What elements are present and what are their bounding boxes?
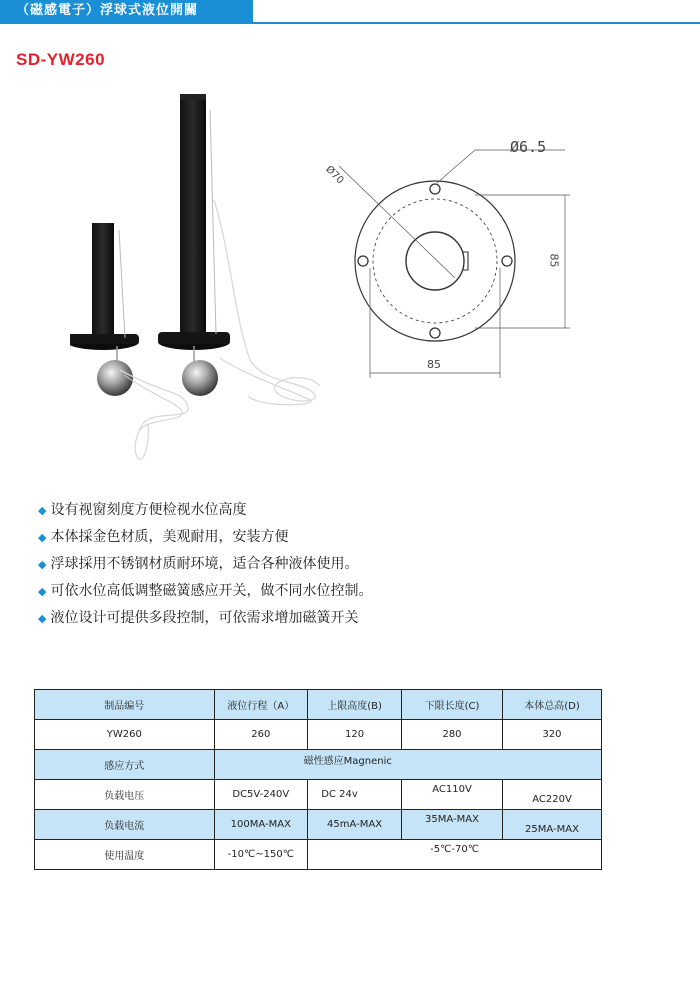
hole-diameter-label: Ø6.5 (510, 138, 547, 156)
table-cell: 磁性感应Magnenic (214, 750, 601, 780)
feature-item: ◆ 本体採金色材质，美观耐用，安装方便 (38, 529, 289, 545)
width-dimension-label: 85 (427, 358, 441, 371)
tall-ball (182, 360, 218, 396)
table-cell: 感应方式 (35, 750, 215, 780)
header-cell: 下限长度(C) (402, 690, 503, 720)
tall-tube (180, 98, 206, 340)
table-header-row (35, 690, 602, 720)
table-cell: DC 24v (308, 780, 402, 810)
table-row (35, 840, 602, 870)
bolt-hole-right (502, 256, 512, 266)
diamond-bullet-icon: ◆ (38, 585, 47, 598)
table-cell: YW260 (35, 720, 215, 750)
header-cell: 液位行程（A） (214, 690, 308, 720)
diamond-bullet-icon: ◆ (38, 531, 47, 544)
spec-table (34, 689, 602, 870)
float-switch-photo-icon (70, 90, 340, 470)
table-cell: 260 (214, 720, 308, 750)
header-cell: 本体总高(D) (502, 690, 601, 720)
height-dimension-label: 85 (547, 253, 561, 268)
diamond-bullet-icon: ◆ (38, 504, 47, 517)
bolt-hole-bottom (430, 328, 440, 338)
bolt-circle (373, 199, 497, 323)
table-cell: 100MA-MAX (214, 810, 308, 840)
table-cell: DC5V-240V (214, 780, 308, 810)
header-title-bar (0, 0, 253, 22)
diamond-bullet-icon: ◆ (38, 558, 47, 571)
short-tube (92, 223, 114, 343)
feature-list (38, 497, 372, 632)
table-cell: 120 (308, 720, 402, 750)
table-cell: 280 (402, 720, 503, 750)
outer-diameter-label: Ø70 (323, 164, 346, 187)
table-cell: 负载电流 (35, 810, 215, 840)
table-row (35, 810, 602, 840)
table-cell: -5℃-70℃ (308, 840, 602, 870)
header-title: （磁感電子）浮球式液位開關 (16, 3, 199, 18)
table-cell: -10℃~150℃ (214, 840, 308, 870)
table-cell: 320 (502, 720, 601, 750)
bolt-hole-left (358, 256, 368, 266)
table-cell: 45mA-MAX (308, 810, 402, 840)
feature-item: ◆ 液位设计可提供多段控制，可依需求增加磁簧开关 (38, 610, 359, 626)
diamond-bullet-icon: ◆ (38, 612, 47, 625)
center-hole (406, 232, 464, 290)
header-cell: 制品编号 (35, 690, 215, 720)
flange-drawing (325, 128, 595, 383)
table-cell: 负载电压 (35, 780, 215, 810)
model-number: SD-YW260 (16, 50, 106, 69)
table-cell: 25MA-MAX (502, 810, 601, 840)
table-cell: 35MA-MAX (402, 810, 503, 840)
table-cell: AC220V (502, 780, 601, 810)
table-cell: AC110V (402, 780, 503, 810)
table-row (35, 780, 602, 810)
bolt-hole-top (430, 184, 440, 194)
table-cell: 使用温度 (35, 840, 215, 870)
header-divider (0, 22, 700, 24)
feature-item: ◆ 可依水位高低调整磁簧感应开关，做不同水位控制。 (38, 583, 373, 599)
table-row (35, 720, 602, 750)
feature-item: ◆ 浮球採用不锈钢材质耐环境，适合各种液体使用。 (38, 556, 359, 572)
header-cell: 上限高度(B) (308, 690, 402, 720)
table-row (35, 750, 602, 780)
feature-item: ◆ 设有视窗刻度方便检视水位高度 (38, 502, 247, 518)
